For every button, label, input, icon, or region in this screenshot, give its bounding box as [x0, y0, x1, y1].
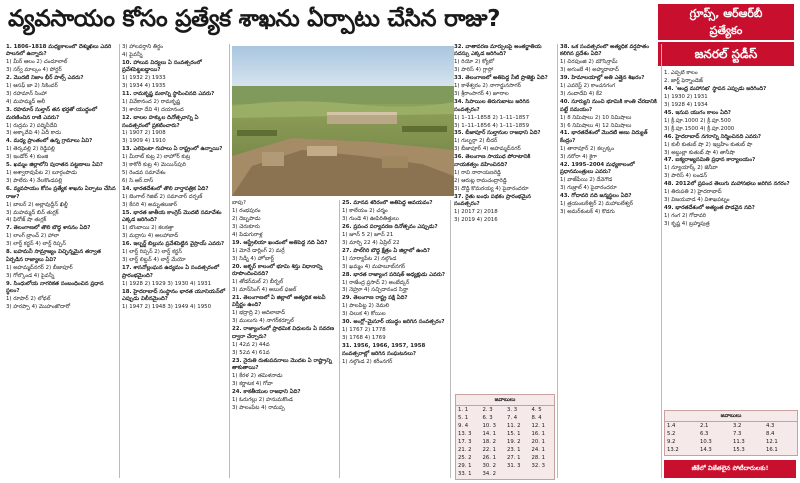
question-text: 18. హైదరాబాద్ సంస్థానం భారత యూనియన్‌లో ఎప్పుడు విలీనమైంది? [122, 288, 226, 302]
question-text: 9. సింధులోయ నాగరికత సంబంధించిన ప్రధాన స్థలం? [6, 280, 104, 295]
answer-key-row [456, 446, 554, 454]
question-text: 36. తెలంగాణ సాయుధ పోరాటానికి నాయకత్వం వహించినది? [454, 154, 531, 168]
answer-key-cell: 3.2 [733, 423, 742, 429]
exam-badge [658, 4, 794, 40]
answer-key-row [456, 454, 554, 462]
answer-options: 3) పారిస్ 4) గ్లాస్గో [454, 67, 494, 74]
question-text: 41. భారతదేశంలో మొదటి అణు విద్యుత్ కేంద్రం? [560, 130, 648, 144]
answer-options: 1) ఓరుగల్లు 2) హనుమకొండ [232, 396, 293, 403]
answer-options: 2) దెబ్బపాడు [232, 215, 261, 222]
answer-key-cell: 1. 1 [458, 407, 469, 413]
answer-key-row [456, 406, 554, 414]
section-badge: జనరల్ స్టడీస్ [658, 42, 794, 66]
answer-key-row [665, 446, 797, 454]
question-text: 38. ఒక సంవత్సరంలో అత్యధిక వర్షపాతం కలిగిన ప్రదేశం ఏది? [560, 44, 649, 58]
answer-key-cell: 21. 2 [458, 447, 472, 453]
answer-key-row [665, 430, 797, 438]
answer-options: 1) లాంగ్ బ్రాంచ్ 2) హాలా [6, 233, 60, 240]
answer-options: 3) గోల్కొండ 4) పైవన్నీ [6, 272, 55, 279]
column-divider [119, 44, 120, 478]
answer-options: 1) త్రయంబకేశ్వర్ 2) మహాబలేశ్వర్ [560, 201, 634, 208]
question-column-1 [6, 44, 118, 478]
answer-options: 3) పాలేరు 4) నేలకొండపల్లి [6, 178, 63, 185]
question-text: 8. బహమనీ సామ్రాజ్యం విచ్ఛిన్నమైన తర్వాత ఏర్పడిన రాజ్యాలు ఏవి? [6, 249, 101, 263]
answer-options: 3) నెహ్రూ 4) సచ్చిదానంద సిన్హా [342, 287, 409, 294]
question-text: 4. మధ్య ప్రాంతంలో ఉన్న గ్రామాలు ఏవి? [6, 138, 93, 145]
answer-options: 3) 1928 4) 1934 [664, 101, 708, 108]
question-text: 23. నైరుతి రుతుపవనాలు మొదట ఏ రాష్ట్రాన్ని తాకుతాయి? [232, 357, 332, 372]
column-divider [661, 44, 662, 478]
answer-options: 1) 1907 2) 1908 [122, 130, 166, 137]
footer-banner: జీకేలో విజేతలైన పోటీదారులకు! [664, 460, 796, 478]
answer-options: 1) న్యూయార్క్ 2) జెనీవా [664, 165, 718, 172]
answer-options: 1) ఎవరెస్ట్ 2) కాంచనగంగ [560, 83, 616, 90]
question-text: 20. అక్బర్ కాలంలో భూమి శిస్తు విధానాన్ని రూపొందించినది? [232, 263, 323, 278]
answer-key-cell: 15.3 [733, 447, 745, 453]
question-text: 44. 'ఆంధ్ర మహాసభ' స్థాపన ఎప్పుడు జరిగింది? [664, 85, 767, 92]
question-text: 45. ఇనుప యుగం కాలం ఏది? [664, 109, 731, 116]
answer-key-cell: 34. 2 [482, 471, 496, 477]
question-text: 2. మొదటి నిజాం భీర్ పాల్స్ ఎవరు? [6, 75, 84, 82]
exam-badge-line2: ప్రత్యేకం [709, 24, 743, 37]
question-text: 37. రైతు బంధు పథకం ప్రారంభమైన సంవత్సరం? [454, 193, 531, 208]
answer-options: 3) శారదా దేవి 4) దయానంద [122, 107, 184, 114]
column-divider [557, 44, 558, 478]
answer-options: 3) నరోరా 4) కైగా [560, 153, 598, 160]
answer-options: 1) తారాపూర్ 2) కల్పక్కం [560, 145, 614, 152]
answer-options: 3) ములుగు 4) నాగర్‌కర్నూల్ [232, 318, 294, 325]
answer-key-cell: 12.1 [766, 439, 778, 445]
answer-options: 3) చెరుకూరు [232, 223, 260, 230]
fort-ruins-photo [232, 46, 454, 196]
question-text: 19. ఆస్ట్రేలియా ఖండంలో అతిపెద్ద నది ఏది? [232, 239, 328, 246]
answer-key-cell: 7.3 [733, 431, 742, 437]
answer-key-row [456, 470, 554, 478]
answer-options: 1) బెంగాల్ గెజిట్ 2) సమాచార్ దర్పణ్ [122, 194, 203, 201]
question-text: 35. బీజాపూర్ సుల్తానుల రాజధాని ఏది? [454, 130, 541, 137]
answer-key-row [665, 422, 797, 430]
question-text: 12. బాలల హక్కుల దినోత్సవాన్ని ఏ సంవత్సరంలో ప్రకటించారు? [122, 115, 199, 129]
answer-key-cell: 10.3 [700, 439, 712, 445]
answer-options: 1) 2017 2) 2018 [454, 209, 498, 216]
question-column-6 [560, 44, 658, 478]
answer-options: 1) గుల్బర్గా 2) బీదర్ [454, 138, 498, 145]
question-text: 33. తెలంగాణలో అతిపెద్ద నీటి ప్రాజెక్టు ఏది? [454, 75, 548, 82]
answer-key-row [456, 422, 554, 430]
answer-options: 1) కాళేశ్వరం 2) నాగార్జునసాగర్ [454, 83, 521, 90]
answer-options: 1) రూపార్ 2) లోథల్ [6, 296, 51, 302]
answer-options: 4) మహమ్మద్ అలీ [6, 99, 46, 106]
answer-options: 3) బీజాపూర్ 4) అహమ్మద్‌నగర్ [454, 146, 521, 153]
answer-key-1 [455, 394, 555, 480]
answer-key-cell: 11.3 [733, 439, 745, 445]
answer-options: 3) కాకోరీ కుట్ర 4) మెయిన్‌పురి [122, 162, 186, 169]
answer-options: 1) సూర్యాపేట 2) నల్గొండ [342, 255, 397, 262]
question-text: 49. భారతదేశంలో అత్యంత పొడవైన నది? [664, 205, 755, 212]
answer-key-row [456, 430, 554, 438]
answer-options: 3) 1909 4) 1910 [122, 138, 166, 145]
answer-options: 1) 1947 2) 1948 3) 1949 4) 1950 [122, 303, 212, 310]
answer-options: 1) బొంబాయి 2) కలకత్తా [122, 225, 174, 232]
answer-options: 1) 1–11–1858 2) 1–11–1857 [454, 114, 530, 121]
answer-key-cell: 26. 1 [482, 455, 496, 461]
question-text: 43. గోదావరి నది జన్మస్థలం ఏది? [560, 193, 632, 200]
answer-key-cell: 22. 1 [482, 447, 496, 453]
answer-key-row [665, 438, 797, 446]
answer-options: 1) వాజ్‌పేయి 2) దేవెగౌడ [560, 177, 613, 184]
answer-options: 3) అక్కాదేవి 4) ఏదీ కాదు [6, 130, 62, 137]
question-text: 17. శాసనోల్లంఘన ఉద్యమం ఏ సంవత్సరంలో ప్రారంభమైంది? [122, 265, 220, 279]
answer-options: 1) మీరాట్ కుట్ర 2) లాహోర్ కుట్ర [122, 154, 191, 161]
question-text: 29. తెలంగాణ రాష్ట్ర పక్షి ఏది? [342, 295, 408, 302]
answer-options: 3) నందాదేవి 4) కే2 [560, 91, 603, 98]
answer-options: 1) తోడర్‌మల్ 2) బీర్బల్ [232, 279, 284, 286]
question-text: 22. రాజ్యాంగంలో ప్రాథమిక విధులను ఏ సవరణ ద్వారా చేర్చారు? [232, 326, 335, 340]
answer-options: 1) కేరళ 2) తమిళనాడు [232, 372, 283, 379]
answer-key-cell: 6. 3 [482, 415, 493, 421]
answer-options: 3) మార్చి 22 4) ఏప్రిల్ 22 [342, 239, 400, 246]
answer-options: 3) 52వ 4) 61వ [232, 349, 270, 356]
answer-options: 3) అబ్దుల్లా కుతుబ్ షా 4) తానీషా [664, 149, 735, 156]
answer-options: 1) జూన్ 5 2) జూన్ 21 [342, 231, 394, 238]
answer-options: 4) పైవన్నీ [122, 51, 143, 58]
answer-key-cell: 14.3 [700, 447, 712, 453]
answer-options: 3) సిడ్నీ 4) హోబార్ట్ [232, 255, 274, 262]
answer-options: 3) హరప్పా 4) మొహంజొదారో [6, 303, 71, 310]
answer-options: 3) మద్రాసు 4) అలహాబాద్ [122, 233, 179, 240]
landscape-illustration [232, 46, 454, 196]
answer-key-cell: 6.3 [700, 431, 709, 437]
answer-key-cell: 20. 1 [531, 439, 545, 445]
answer-options: 1) రావి నారాయణరెడ్డి [454, 169, 501, 176]
question-text: 6. వ్యవసాయం కోసం ప్రత్యేక శాఖను ఏర్పాటు చేసిన రాజు? [6, 186, 116, 200]
answer-key-cell: 24. 1 [531, 447, 545, 453]
answer-options: 1) రంభపురం [232, 207, 261, 214]
answer-key-cell: 25. 2 [458, 455, 472, 461]
answer-key-cell: 11. 2 [507, 423, 521, 429]
answer-key-cell: 17. 3 [458, 439, 472, 445]
question-text: 30. అంగ్లో–మైసూర్ యుద్ధం జరిగిన సంవత్సరం? [342, 319, 445, 326]
answer-options: 1) తెర్కవల్లి 2) రెడ్డిపల్లి [6, 146, 55, 153]
question-text: 28. భారత రాజ్యాంగ పరిషత్ అధ్యక్షుడు ఎవరు? [342, 271, 446, 278]
answer-options: 3) గుండె 4) ఊపిరితిత్తులు [342, 215, 399, 222]
answer-options: 3) చిలుక 4) కోయిల [342, 311, 386, 318]
question-text: 32. వాతావరణ మార్పులపై అంతర్జాతీయ సదస్సు ఎక్కడ జరిగింది? [454, 44, 542, 58]
answer-options: 3) మాన్‌సింగ్ 4) అబుల్ ఫజల్ [232, 286, 297, 293]
answer-key-cell: 30. 2 [482, 463, 496, 469]
answer-options: 3) అగుంబే 4) అహ్మదాబాద్ [560, 67, 619, 74]
answer-options: 3) కేసరి 4) అమృతబజార్ [122, 202, 178, 209]
answer-options: 3) మహమ్మద్ బిన్ తుగ్లక్ [6, 209, 59, 216]
answer-options: 1) మోనే డార్లింగ్ 2) మర్రే [232, 247, 285, 254]
answer-key-cell: 31. 3 [507, 463, 521, 469]
answer-options: 1) తిరుపతి 2) హైదరాబాద్ [664, 189, 722, 196]
answer-options: 3) కృష్ణ 4) బ్రహ్మపుత్ర [664, 221, 710, 228]
answer-options: 3) రహమాన్ సింహా [6, 91, 47, 98]
question-text: 27. పాల్‌గిరి బౌద్ధ క్షేత్రం ఏ జిల్లాలో ఉంది? [342, 247, 431, 254]
question-text: 11. రామకృష్ణ మఠాన్ని స్థాపించినది ఎవరు? [122, 91, 215, 98]
answer-options: 1) 1767 2) 1778 [342, 327, 386, 334]
answer-key-cell: 9. 4 [458, 423, 469, 429]
answer-options: 3) క్రీ.పూ.1500 4) క్రీ.పూ.2000 [664, 125, 735, 132]
answer-options: 3) లార్డ్ కర్జన్ 4) లార్డ్ రిప్పన్ [6, 241, 66, 248]
answer-options: 2) ఆరుట్ల రామచంద్రారెడ్డి [454, 177, 507, 184]
answer-key-cell: 16.1 [766, 447, 778, 453]
answer-key-table [456, 406, 554, 478]
answer-options: 1) వివేకానంద 2) రామకృష్ణ [122, 99, 181, 106]
answer-key-cell: 4.3 [766, 423, 775, 429]
question-text: 5. ఖమ్మం జిల్లాలోని పురాతన పట్టణాలు ఏవి? [6, 162, 103, 169]
question-text: 3. రహమాన్ సుల్తాన్ తన భర్తతో యుద్ధంలో మరణించిన రాణి ఎవరు? [6, 107, 98, 121]
answer-key-cell: 5. 1 [458, 415, 469, 421]
answer-options: బాపు? [232, 200, 246, 206]
column-divider [229, 44, 230, 478]
answer-options: 1) 42వ 2) 44వ [232, 341, 270, 348]
answer-options: 1) రాజేంద్ర ప్రసాద్ 2) అంబేద్కర్ [342, 279, 410, 286]
answer-options: 2. జార్జ్ ఫెర్నాండెజ్ [664, 77, 703, 84]
question-text: 46. హైదరాబాద్ నగరాన్ని నిర్మించినది ఎవరు? [664, 133, 761, 140]
answer-key-2 [664, 410, 798, 456]
answer-options: 1) 1928 2) 1929 3) 1930 4) 1931 [122, 280, 212, 287]
answer-key-cell: 28. 1 [531, 455, 545, 461]
answer-key-cell: 32. 3 [531, 463, 545, 469]
answer-key-cell: 3. 3 [507, 407, 518, 413]
answer-options: 3) పాలంపేట 4) రామప్ప [232, 404, 285, 411]
answer-key-cell: 8. 4 [531, 415, 542, 421]
answer-options: 3) గుజ్రాల్ 4) పైవారందరూ [560, 185, 617, 192]
answer-options: 1) ఆసఫ్ జా 2) సికిందర్ [6, 83, 58, 90]
answer-options: 3) హాలవర్తానీ తీర్థం [122, 44, 163, 50]
answer-key-cell: 8.4 [766, 431, 775, 437]
question-text: 1. 1806–1818 మధ్యకాలంలో దేశ్ముఖ్‌లు ఎవరి పాలనలో ఉన్నారు? [6, 44, 112, 58]
question-text: 13. ఎలిఫెంటా గుహలు ఏ రాష్ట్రంలో ఉన్నాయి? [122, 146, 223, 153]
answer-options: 1) నల్గొండ 2) కరీంనగర్ [342, 358, 393, 365]
answer-key-cell: 13. 3 [458, 431, 472, 437]
answer-options: 3) 1934 4) 1935 [122, 83, 166, 90]
question-column-2 [122, 44, 226, 478]
answer-key-cell: 19. 2 [507, 439, 521, 445]
answer-options: 3) కర్ణాటక 4) గోవా [232, 380, 273, 387]
answer-options: 3) అమర్‌కంటక్ 4) కొడగు [560, 209, 615, 216]
question-column-7 [664, 70, 796, 410]
answer-options: 1) చిరపుంజి 2) మౌసిన్రామ్ [560, 59, 618, 66]
answer-key-cell: 1.4 [667, 423, 676, 429]
answer-key-cell: 7. 4 [507, 415, 518, 421]
answer-key-title: జవాబులు [456, 395, 554, 406]
answer-key-cell: 33. 1 [458, 471, 472, 477]
answer-key-cell: 12. 1 [531, 423, 545, 429]
question-text: 21. తెలంగాణలో ఏ జిల్లాలో అత్యధిక అటవీ విస్తీర్ణం ఉంది? [232, 294, 326, 309]
question-text: 10. హాలువ విద్యలు ఏ సంవత్సరంలో ప్రవేశపెట్టబడ్డాయి? [122, 59, 202, 74]
answer-options: 1) క్రీ.పూ.1000 2) క్రీ.పూ.500 [664, 117, 731, 124]
question-text: 24. కాకతీయుల రాజధాని ఏది? [232, 388, 301, 395]
answer-options: 1) 1932 2) 1933 [122, 75, 166, 82]
column-divider [339, 200, 340, 478]
answer-options: 1) బాబర్ 2) అల్లావుద్దీన్ ఖిల్జీ [6, 201, 68, 208]
answer-key-row [456, 438, 554, 446]
answer-options: 4) పిడుగురాళ్ల [232, 231, 263, 238]
answer-options: 1. ఎప్పటి కాలం [664, 70, 698, 76]
answer-options: 1) గంగ 2) గోదావరి [664, 213, 706, 220]
answer-options: 1) భద్రాద్రి 2) ఆదిలాబాద్ [232, 310, 285, 317]
answer-options: 1) పాలపిట్ట 2) నెమలి [342, 303, 390, 310]
answer-options: 1) మీర్ ఆలం 2) చందూలాల్ [6, 59, 68, 66]
question-text: 48. 2012లో ప్రపంచ తెలుగు మహాసభలు జరిగిన నగరం? [664, 181, 790, 188]
question-text: 34. సిపాయిల తిరుగుబాటు జరిగిన సంవత్సరం? [454, 99, 530, 113]
answer-options: 3) 1768 4) 1769 [342, 335, 386, 342]
answer-options: 5) రెండవ సమావేశం [122, 170, 166, 177]
answer-key-cell: 10. 3 [482, 423, 496, 429]
answer-key-table [665, 422, 797, 454]
question-column-3 [232, 200, 336, 478]
answer-options: 1) అహమ్మద్‌నగర్ 2) బీజాపూర్ [6, 264, 73, 271]
answer-key-cell: 13.2 [667, 447, 679, 453]
answer-key-cell: 18. 2 [482, 439, 496, 445]
question-text: 26. ప్రపంచ పర్యావరణ దినోత్సవం ఎప్పుడు? [342, 223, 438, 230]
answer-options: 1) కులీ కుతుబ్ షా 2) ఇబ్రహీం కుతుబ్ షా [664, 141, 753, 148]
answer-key-cell: 16. 1 [531, 431, 545, 437]
column-divider [450, 200, 451, 478]
answer-options: 3) ఇండోర్ 4) కుంజి [6, 154, 49, 161]
answer-key-cell: 4. 5 [531, 407, 542, 413]
answer-options: 3) 1–11–1856 4) 1–11–1859 [454, 122, 530, 129]
answer-options: 1) లార్డ్ రిప్పన్ 2) లార్డ్ కర్జన్ [122, 249, 182, 256]
answer-key-cell: 23. 1 [507, 447, 521, 453]
answer-key-title: జవాబులు [665, 411, 797, 422]
answer-key-cell: 5.2 [667, 431, 676, 437]
answer-options: 1) కాలేయం 2) చర్మం [342, 207, 388, 214]
answer-options: 6) సి.ఆర్.దాస్ [122, 178, 154, 185]
answer-key-cell: 14. 1 [482, 431, 496, 437]
answer-key-cell: 2.1 [700, 423, 709, 429]
question-text: 7. తెలంగాణలో తొలి బౌద్ధ శాసనం ఏది? [6, 225, 91, 232]
answer-options: 3) పారిస్ 4) లండన్ [664, 173, 708, 180]
question-column-4 [342, 200, 446, 478]
answer-options: 3) లార్డ్ లిట్టన్ 4) లార్డ్ మేయో [122, 257, 186, 264]
answer-options: 1) 8 నిమిషాలు 2) 10 నిమిషాలు [560, 114, 632, 121]
answer-options: 1) అశ్వారావుపేట 2) బూర్గంపాడు [6, 170, 77, 177]
answer-options: 3) దొడ్డి కొమరయ్య 4) పైవారందరూ [454, 185, 529, 192]
question-text: 39. హిమాలయాల్లో అతి ఎత్తైన శిఖరం? [560, 75, 645, 82]
answer-key-row [456, 414, 554, 422]
answer-options: 1) రియో 2) క్యోటో [454, 59, 495, 66]
question-text: 15. భారత జాతీయ కాంగ్రెస్ మొదటి సమావేశం ఎక్కడ జరిగింది? [122, 210, 222, 224]
answer-key-cell: 9.2 [667, 439, 676, 445]
answer-key-row [456, 462, 554, 470]
answer-options: 3) ఖమ్మం 4) మహబూబ్‌నగర్ [342, 263, 406, 270]
answer-key-cell: 27. 1 [507, 455, 521, 461]
question-text: 14. భారతదేశంలో తొలి వార్తాపత్రిక ఏది? [122, 186, 209, 193]
answer-options: 4) ఫిరోజ్ షా తుగ్లక్ [6, 217, 47, 224]
question-text: 31. 1956, 1966, 1957, 1958 సంవత్సరాల్లో జరిగిన సంఘటనలు? [342, 343, 426, 357]
question-text: 16. ఇల్బర్ట్ బిల్లును ప్రవేశపెట్టిన వైస్రాయ్ ఎవరు? [122, 241, 225, 248]
answer-options: 3) 2019 4) 2016 [454, 216, 498, 223]
question-text: 25. మానవ శరీరంలో అతిపెద్ద అవయవం? [342, 200, 433, 206]
answer-options: 3) సర్వ్ మాల్కం 4) పోర్టర్ [6, 67, 62, 74]
exam-badge-line1: గ్రూప్స్, ఆర్ఆర్‌బీ [689, 7, 763, 20]
page-headline: వ్యవసాయం కోసం ప్రత్యేక శాఖను ఏర్పాటు చేసిన రాజు? [8, 6, 501, 32]
question-text: 47. ఐక్యరాజ్యసమితి ప్రధాన కార్యాలయం? [664, 157, 756, 164]
answer-options: 1) రుద్రమ 2) పద్మినీదేవి [6, 122, 58, 129]
answer-key-cell: 15. 1 [507, 431, 521, 437]
answer-options: 3) శ్రీరాంసాగర్ 4) జూరాల [454, 91, 509, 98]
answer-key-cell: 2. 3 [482, 407, 493, 413]
answer-options: 3) 6 నిమిషాలు 4) 12 నిమిషాలు [560, 122, 632, 129]
answer-key-cell: 29. 1 [458, 463, 472, 469]
question-text: 40. సూర్యుని నుంచి భూమికి కాంతి చేరడానికి పట్టే సమయం? [560, 99, 657, 113]
question-text: 42. 1995–2004 మధ్యకాలంలో ప్రధానమంత్రులు ఎవరు? [560, 161, 635, 176]
answer-options: 1) 1930 2) 1931 [664, 93, 708, 100]
answer-options: 3) విజయవాడ 4) విశాఖపట్నం [664, 197, 730, 204]
